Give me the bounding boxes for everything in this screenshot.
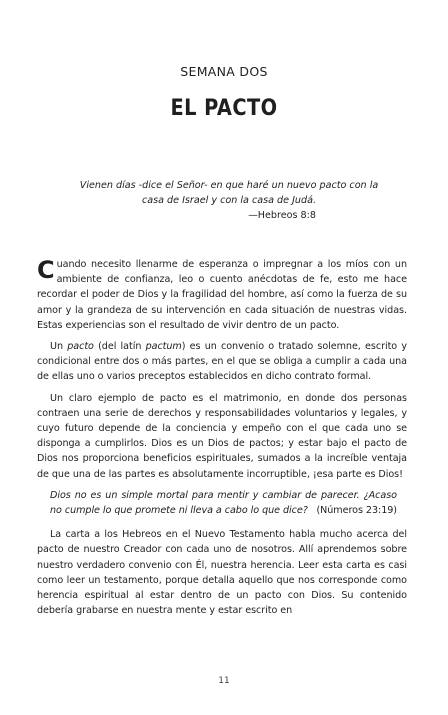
quote-reference: (Números 23:19) bbox=[316, 505, 397, 517]
paragraph-2-text: ) es un convenio o tratado solemne, escrito y condicional entre dos o más partes, en el que se obliga a cumplir a cada una de ellas uno o varios preceptos establecidos en dicho contrato formal. bbox=[37, 341, 407, 383]
week-label: SEMANA DOS bbox=[180, 64, 268, 79]
paragraph-2 bbox=[37, 339, 407, 385]
epigraph-reference: —Hebreos 8:8 bbox=[248, 210, 316, 221]
epigraph bbox=[70, 178, 388, 223]
chapter-title: EL PACTO bbox=[170, 96, 278, 121]
paragraph-1-text: uando necesito llenarme de esperanza o impregnar a los míos con un ambiente de confianza, leo o cuento anécdotas de fe, esto me hace recordar el poder de Dios y la fragilidad del hombre, así como la fuerza de su amor y la grandeza de su intervención en cada situación de nuestras vidas. Estas experiencias son el resultado de vivir dentro de un pacto. bbox=[37, 259, 407, 331]
quote-text: Dios no es un simple mortal para mentir y cambiar de parecer. ¿Acaso no cumple lo que promete ni lleva a cabo lo que dice? bbox=[50, 489, 397, 517]
paragraph-4: La carta a los Hebreos en el Nuevo Testamento habla mucho acerca del pacto de nuestro Creador con cada uno de nosotros. Allí aprendemos sobre nuestro verdadero convenio con Él, nuestra herencia. Leer esta carta es casi como leer un testamento, porque detalla aquello que nos corresponde como herencia espiritual al estar dentro de un pacto con Dios. Su contenido debería grabarse en nuestra mente y estar escrito en bbox=[37, 529, 407, 617]
term-latin: pactum bbox=[145, 341, 182, 353]
body-text bbox=[37, 257, 407, 624]
term-pacto: pacto bbox=[67, 341, 94, 353]
block-quote bbox=[50, 488, 397, 518]
paragraph-3: Un claro ejemplo de pacto es el matrimonio, en donde dos personas contraen una serie de derechos y responsabilidades voluntarios y legales, y cuyo futuro depende de la conciencia y empeño con el que cada uno se disponga a cumplirlos. Dios es un Dios de pactos; y estar bajo el pacto de Dios nos proporciona beneficios espirituales, sumados a la increíble ventaja de que una de las partes es absolutamente incorruptible, ¡esa parte es Dios! bbox=[37, 392, 407, 480]
drop-cap: C bbox=[37, 256, 55, 284]
paragraph-2-mid: (del latín bbox=[93, 341, 146, 353]
epigraph-text: Vienen días -dice el Señor- en que haré un nuevo pacto con la casa de Israel y con la casa de Judá. bbox=[79, 180, 379, 206]
page-number: 11 bbox=[218, 676, 230, 686]
paragraph-1 bbox=[37, 257, 407, 333]
paragraph-2-prefix: Un bbox=[50, 341, 68, 353]
